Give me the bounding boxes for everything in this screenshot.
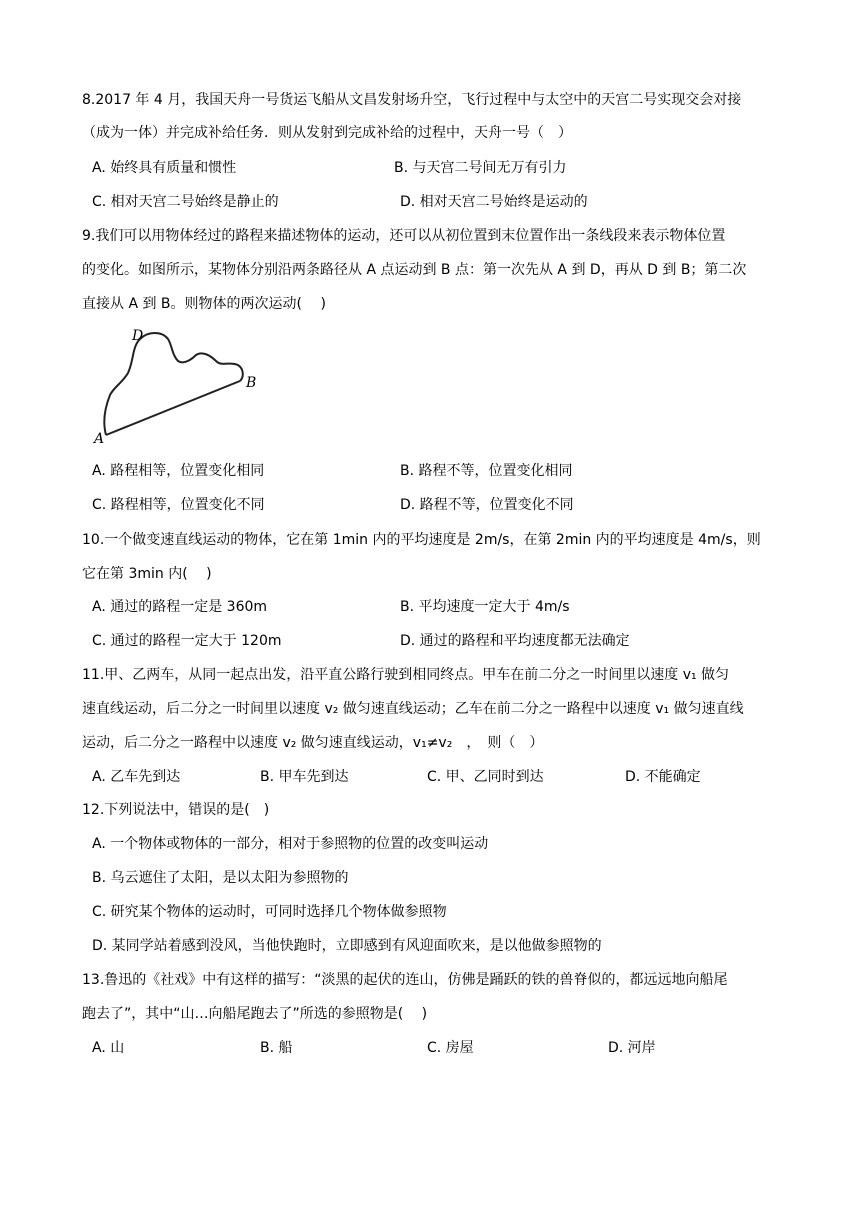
q10-stem-line-2: 它在第 3min 内( ) xyxy=(82,566,212,582)
q11-stem-line-2: 速直线运动，后二分之一时间里以速度 v₂ 做匀速直线运动；乙车在前二分之一路程中以速度 v₁ 做匀速直线 xyxy=(82,701,744,717)
path-diagram xyxy=(88,325,268,447)
q13-option-b: B. 船 xyxy=(260,1040,293,1056)
q11-option-d: D. 不能确定 xyxy=(625,769,701,785)
q9-stem-line-2: 的变化。如图所示，某物体分别沿两条路径从 A 点运动到 B 点：第一次先从 A 到 D，再从 D 到 B；第二次 xyxy=(82,262,747,278)
q13-option-d: D. 河岸 xyxy=(608,1040,656,1056)
label-a: A xyxy=(94,431,105,447)
q10-option-a: A. 通过的路程一定是 360m xyxy=(92,599,268,615)
path-a-d-b xyxy=(104,333,242,435)
q10-option-c: C. 通过的路程一定大于 120m xyxy=(92,633,282,649)
segment-a-b xyxy=(106,381,240,435)
q11-stem-line-1: 11.甲、乙两车，从同一起点出发，沿平直公路行驶到相同终点。甲车在前二分之一时间里以速度 v₁ 做匀 xyxy=(82,667,730,683)
q8-option-a: A. 始终具有质量和惯性 xyxy=(92,160,237,176)
q12-option-c: C. 研究某个物体的运动时，可同时选择几个物体做参照物 xyxy=(92,904,447,920)
q8-option-c: C. 相对天宫二号始终是静止的 xyxy=(92,194,279,210)
q9-option-c: C. 路程相等，位置变化不同 xyxy=(92,497,265,513)
q12-option-a: A. 一个物体或物体的一部分，相对于参照物的位置的改变叫运动 xyxy=(92,836,489,852)
q9-option-d: D. 路程不等，位置变化不同 xyxy=(400,497,574,513)
q12-option-b: B. 乌云遮住了太阳，是以太阳为参照物的 xyxy=(92,870,349,886)
q12-stem-line-1: 12.下列说法中，错误的是( ) xyxy=(82,802,270,818)
q10-option-b: B. 平均速度一定大于 4m/s xyxy=(400,599,570,615)
q9-option-b: B. 路程不等，位置变化相同 xyxy=(400,463,573,479)
q8-option-b: B. 与天宫二号间无万有引力 xyxy=(394,160,567,176)
q13-stem-line-1: 13.鲁迅的《社戏》中有这样的描写：“淡黑的起伏的连山，仿佛是踊跃的铁的兽脊似的，都远远地向船尾 xyxy=(82,972,728,988)
q13-option-c: C. 房屋 xyxy=(427,1040,474,1056)
q11-option-b: B. 甲车先到达 xyxy=(260,769,349,785)
q8-stem-line-2: （成为一体）并完成补给任务．则从发射到完成补给的过程中，天舟一号（ ） xyxy=(82,125,572,141)
q12-option-d: D. 某同学站着感到没风，当他快跑时，立即感到有风迎面吹来，是以他做参照物的 xyxy=(92,938,602,954)
q8-option-d: D. 相对天宫二号始终是运动的 xyxy=(400,194,588,210)
q11-option-a: A. 乙车先到达 xyxy=(92,769,181,785)
q9-stem-line-1: 9.我们可以用物体经过的路程来描述物体的运动，还可以从初位置到末位置作出一条线段来表示物体位置 xyxy=(82,228,726,244)
q11-stem-line-3: 运动，后二分之一路程中以速度 v₂ 做匀速直线运动，v₁≠v₂ ， 则（ ） xyxy=(82,735,544,751)
q9-stem-line-3: 直接从 A 到 B。则物体的两次运动( ) xyxy=(82,296,326,312)
q11-option-c: C. 甲、乙同时到达 xyxy=(427,769,544,785)
q8-stem-line-1: 8.2017 年 4 月，我国天舟一号货运飞船从文昌发射场升空，飞行过程中与太空中的天宫二号实现交会对接 xyxy=(82,92,742,108)
q13-option-a: A. 山 xyxy=(92,1040,125,1056)
label-d: D xyxy=(132,328,144,344)
label-b: B xyxy=(246,375,257,391)
q9-option-a: A. 路程相等，位置变化相同 xyxy=(92,463,265,479)
q10-option-d: D. 通过的路程和平均速度都无法确定 xyxy=(400,633,630,649)
q10-stem-line-1: 10.一个做变速直线运动的物体，它在第 1min 内的平均速度是 2m/s，在第 2min 内的平均速度是 4m/s，则 xyxy=(82,532,761,548)
q13-stem-line-2: 跑去了”，其中“山…向船尾跑去了”所选的参照物是( ) xyxy=(82,1006,428,1022)
